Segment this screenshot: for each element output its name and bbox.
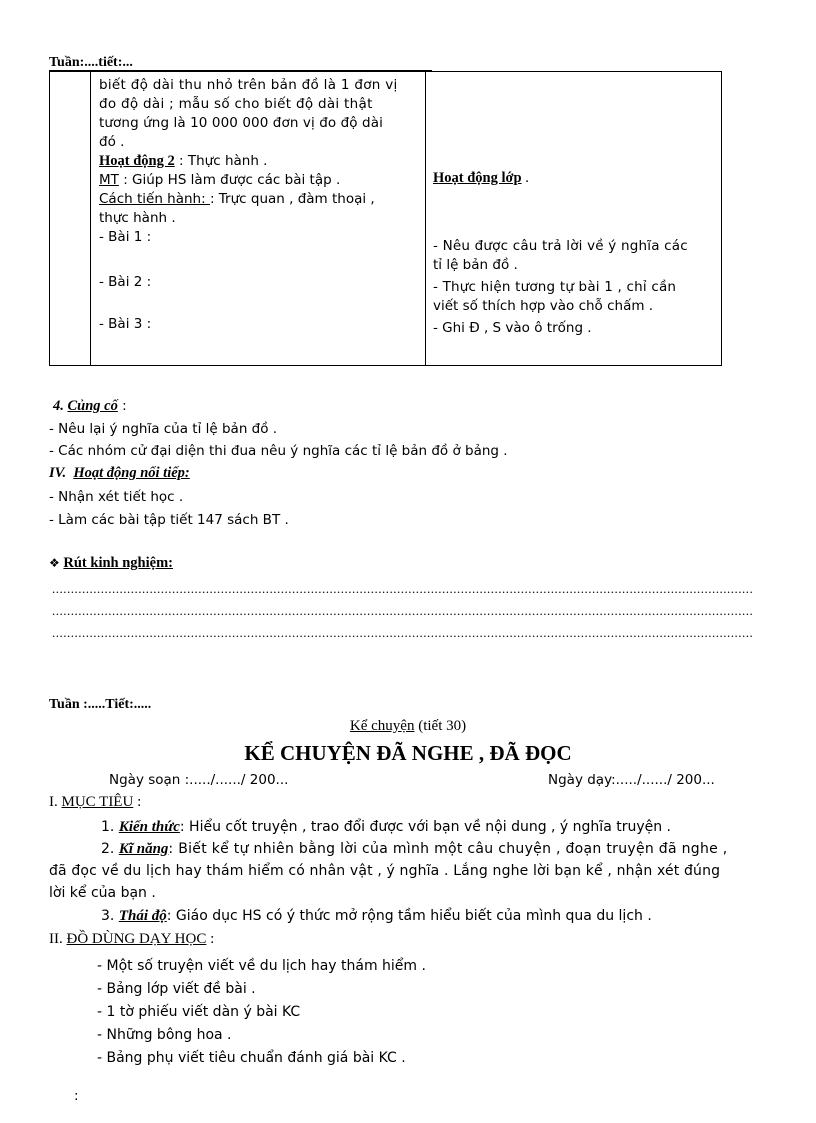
skill-text: : Biết kể tự nhiên bằng lời của mình một câu chuyện , đoạn truyện đã nghe , [168,841,728,857]
experience-title: Rút kinh nghiệm: [63,555,173,571]
followup-item: - Làm các bài tập tiết 147 sách BT . [49,512,289,528]
lesson-title: KỂ CHUYỆN ĐÃ NGHE , ĐÃ ĐỌC [244,741,572,765]
materials-heading [49,930,214,949]
subject-period: (tiết 30) [414,718,467,734]
content-line: đó . [99,134,125,150]
followup-num: IV. [49,465,67,481]
class-activity-line: - Ghi Đ , S vào ô trống . [433,320,592,336]
activity-table [49,71,722,366]
exercise-2: - Bài 2 : [99,274,152,290]
materials-item: - Những bông hoa . [97,1027,232,1043]
consolidation-title: Củng cố [67,398,118,414]
materials-item: - 1 tờ phiếu viết dàn ý bài KC [97,1004,301,1020]
materials-list [97,955,426,1070]
dotted-line: ........................................................................................................................................................................................... [52,581,754,596]
teach-date: Ngày dạy:...../....../ 200... [548,772,715,788]
exercise-1: - Bài 1 : [99,229,152,245]
week-lesson-text: Tuần:....tiết:... [49,55,133,70]
dotted-line: ........................................................................................................................................................................................... [52,625,754,640]
class-activity-title-dot: . [521,170,529,186]
table-col-content [99,76,423,334]
dotted-line: ........................................................................................................................................................................................... [52,603,754,618]
class-activity-line: - Nêu được câu trả lời về ý nghĩa các [433,238,688,254]
activity-2-line [99,152,423,171]
objectives-colon: : [133,794,142,810]
knowledge-line [101,818,671,837]
class-activity-line: viết số thích hợp vào chỗ chấm . [433,298,654,314]
objectives-title: MỤC TIÊU [61,794,134,810]
content-line: đo độ dài ; mẫu số cho biết độ dài thật [99,96,373,112]
consolidation-item: - Nêu lại ý nghĩa của tỉ lệ bản đồ . [49,421,278,437]
consolidation-colon: : [117,398,127,414]
followup-title: Hoạt động nối tiếp: [73,465,190,481]
objective-label: MT [99,172,119,188]
content-line: biết độ dài thu nhỏ trên bản đồ là 1 đơn vị [99,77,398,93]
materials-item: - Một số truyện viết về du lịch hay thám hiểm . [97,958,426,974]
objectives-prefix: I. [49,794,62,810]
materials-prefix: II. [49,931,67,947]
attitude-num: 3. [101,908,119,924]
materials-item: - Bảng lớp viết đề bài . [97,981,256,997]
consolidation-num: 4. [53,398,68,414]
followup-list [49,486,289,532]
objective-line [99,171,423,190]
experience-heading [49,554,173,573]
class-activity-line: tỉ lệ bản đồ . [433,257,518,273]
week-lesson-header-2: Tuần :.....Tiết:..... [49,697,152,712]
footer-colon: : [74,1088,79,1104]
consolidation-item: - Các nhóm cử đại diện thi đua nêu ý nghĩa các tỉ lệ bản đồ ở bảng . [49,443,508,459]
skill-line-2: đã đọc về du lịch hay thám hiểm có nhân vật , ý nghĩa . Lắng nghe lời bạn kể , nhận xét đúng [49,863,721,879]
method-text: : Trực quan , đàm thoại , [209,191,375,207]
table-divider-2 [425,72,426,365]
attitude-line [101,907,652,926]
class-activity-title-line [433,169,529,188]
skill-label: Kĩ năng [118,841,169,857]
method-label: Cách tiến hành: [99,191,210,207]
subject-line [0,717,816,736]
activity-2-text: : Thực hành . [174,153,268,169]
method-line [99,190,423,209]
skill-num: 2. [101,841,119,857]
consolidation-list [49,418,508,462]
objective-text: : Giúp HS làm được các bài tập . [118,172,341,188]
attitude-text: : Giáo dục HS có ý thức mở rộng tầm hiểu biết của mình qua du lịch . [166,908,652,924]
skill-line [101,840,728,859]
class-activity-line: - Thực hiện tương tự bài 1 , chỉ cần [433,279,677,295]
consolidation-heading [53,397,127,416]
activity-2-label: Hoạt động 2 [99,153,175,169]
knowledge-label: Kiến thức [118,819,180,835]
attitude-label: Thái độ [118,908,167,924]
materials-item: - Bảng phụ viết tiêu chuẩn đánh giá bài KC . [97,1050,406,1066]
materials-colon: : [206,931,215,947]
skill-line-3: lời kể của bạn . [49,885,156,901]
class-activity-list [433,237,723,338]
experience-lines [52,578,754,644]
subject-name: Kể chuyện [349,718,415,734]
content-line: tương ứng là 10 000 000 đơn vị đo độ dài [99,115,383,131]
objectives-heading [49,793,141,812]
materials-title: ĐỒ DÙNG DẠY HỌC [66,931,207,947]
class-activity-title: Hoạt động lớp [433,170,522,186]
diamond-bullet-icon: ❖ [49,556,60,570]
knowledge-num: 1. [101,819,119,835]
followup-item: - Nhận xét tiết học . [49,489,184,505]
followup-heading [49,464,190,483]
prep-date: Ngày soạn :...../....../ 200... [109,772,289,788]
knowledge-text: : Hiểu cốt truyện , trao đổi được với bạn về nội dung , ý nghĩa truyện . [179,819,672,835]
exercise-3: - Bài 3 : [99,316,152,332]
table-divider-1 [90,72,91,365]
method-line-2: thực hành . [99,210,176,226]
